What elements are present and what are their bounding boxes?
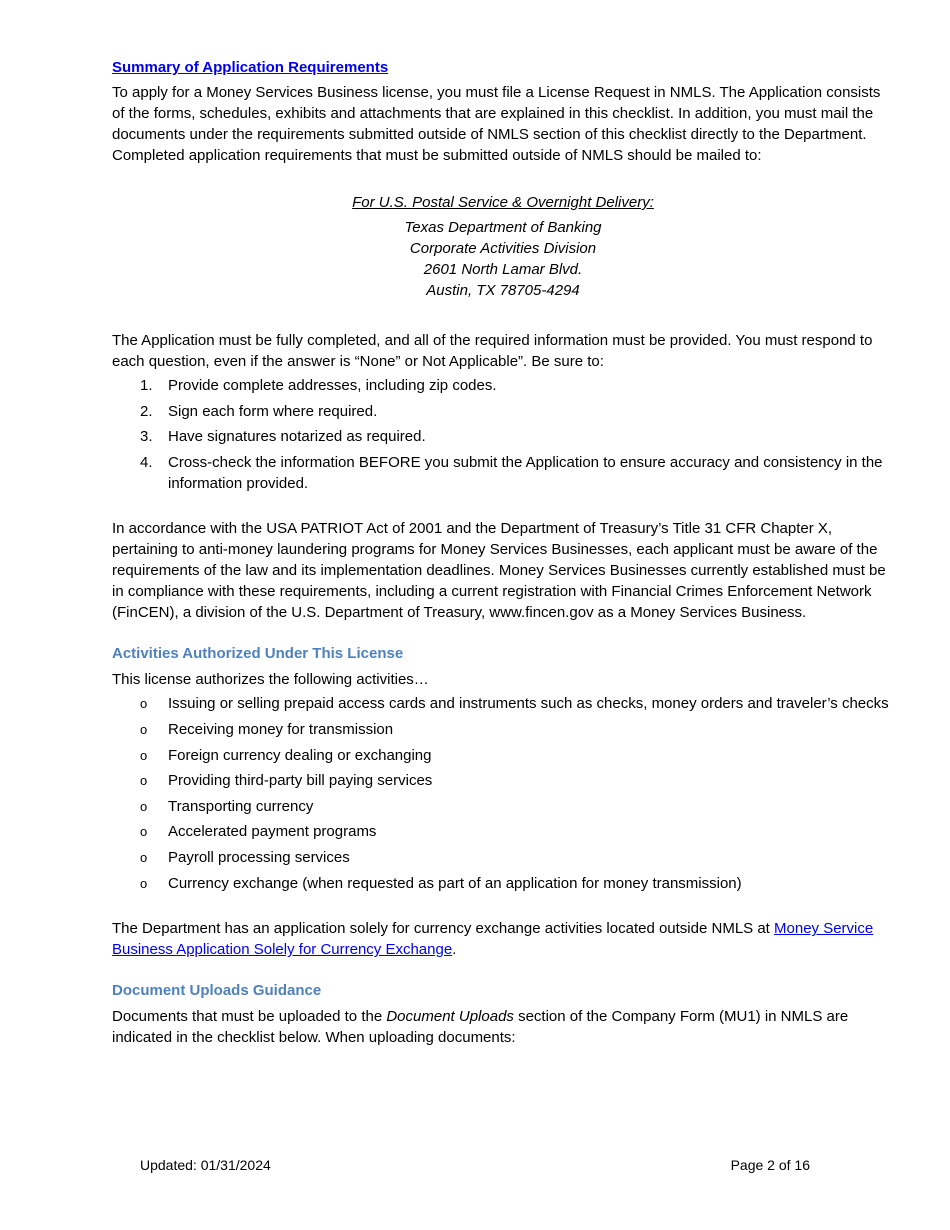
list-item: 4. Cross-check the information BEFORE you submit the Application to ensure accuracy and consistency in the information provided. bbox=[140, 453, 883, 492]
list-item: 1. Provide complete addresses, including zip codes. bbox=[140, 377, 497, 394]
bullet-icon: o bbox=[140, 875, 148, 891]
updated-date: Updated: 01/31/2024 bbox=[140, 1157, 271, 1173]
currency-exchange-paragraph: The Department has an application solely for currency exchange activities located outside NMLS at Money Service Business Application Solely for Currency Exchange. bbox=[112, 920, 874, 959]
list-item: o Payroll processing services bbox=[140, 848, 350, 866]
bullet-icon: o bbox=[140, 721, 148, 737]
address-line: Texas Department of Banking bbox=[404, 219, 602, 236]
list-item: o Providing third-party bill paying services bbox=[140, 772, 433, 790]
list-item: o Accelerated payment programs bbox=[140, 823, 377, 841]
mailing-address bbox=[112, 192, 894, 301]
uploads-paragraph: Documents that must be uploaded to the Document Uploads section of the Company Form (MU1) in NMLS are indicated in the checklist below. When uploading documents: bbox=[112, 1008, 849, 1047]
bullet-icon: o bbox=[140, 798, 148, 814]
requirements-list bbox=[112, 375, 894, 494]
summary-paragraph: To apply for a Money Services Business license, you must file a License Request in NMLS. The Application consists of the forms, schedules, exhibits and attachments that are explained in this checklist. In addition, you must mail the documents under the requirements submitted outside of NMLS section of this checklist directly to the Department. Completed application requirements that must be submitted outside of NMLS should be mailed to: bbox=[112, 84, 881, 164]
list-item: 2. Sign each form where required. bbox=[140, 402, 378, 420]
bullet-icon: o bbox=[140, 747, 148, 763]
list-item: o Transporting currency bbox=[140, 797, 314, 815]
activities-intro: This license authorizes the following activities… bbox=[112, 671, 429, 689]
list-item: o Foreign currency dealing or exchanging bbox=[140, 746, 432, 764]
list-item: o Issuing or selling prepaid access cards and instruments such as checks, money orders and traveler’s checks bbox=[140, 695, 889, 713]
address-line: Corporate Activities Division bbox=[409, 240, 597, 257]
activities-list bbox=[112, 693, 894, 893]
list-item: o Currency exchange (when requested as part of an application for money transmission) bbox=[140, 874, 742, 892]
address-line: Austin, TX 78705-4294 bbox=[426, 282, 580, 299]
list-item: o Receiving money for transmission bbox=[140, 720, 394, 738]
bullet-icon: o bbox=[140, 849, 148, 865]
page-footer bbox=[140, 1155, 810, 1176]
bullet-icon: o bbox=[140, 824, 148, 840]
bullet-icon: o bbox=[140, 773, 148, 789]
page-number: Page 2 of 16 bbox=[730, 1157, 810, 1173]
address-line: 2601 North Lamar Blvd. bbox=[423, 261, 583, 278]
document-page bbox=[112, 57, 894, 1048]
summary-heading-link[interactable]: Summary of Application Requirements bbox=[112, 59, 389, 76]
address-heading: For U.S. Postal Service & Overnight Delivery: bbox=[352, 194, 654, 211]
bullet-icon: o bbox=[140, 696, 148, 712]
list-item: 3. Have signatures notarized as required. bbox=[140, 428, 426, 446]
uploads-heading: Document Uploads Guidance bbox=[112, 982, 322, 1000]
currency-exchange-application-link[interactable]: Money Service Business Application Solely for Currency Exchange bbox=[112, 920, 874, 959]
completion-paragraph: The Application must be fully completed, and all of the required information must be provided. You must respond to each question, even if the answer is “None” or Not Applicable”. Be sure to: bbox=[112, 332, 873, 370]
patriot-act-paragraph: In accordance with the USA PATRIOT Act of 2001 and the Department of Treasury’s Title 31 CFR Chapter X, pertaining to anti-money laundering programs for Money Services Businesses, each applicant must be aware of the requirements of the law and its implementation deadlines. Money Services Businesses currently established must be in compliance with these requirements, including a current registration with Financial Crimes Enforcement Network (FinCEN), a division of the U.S. Department of Treasury, www.fincen.gov as a Money Services Business. bbox=[112, 520, 886, 622]
activities-heading: Activities Authorized Under This License bbox=[112, 645, 404, 663]
